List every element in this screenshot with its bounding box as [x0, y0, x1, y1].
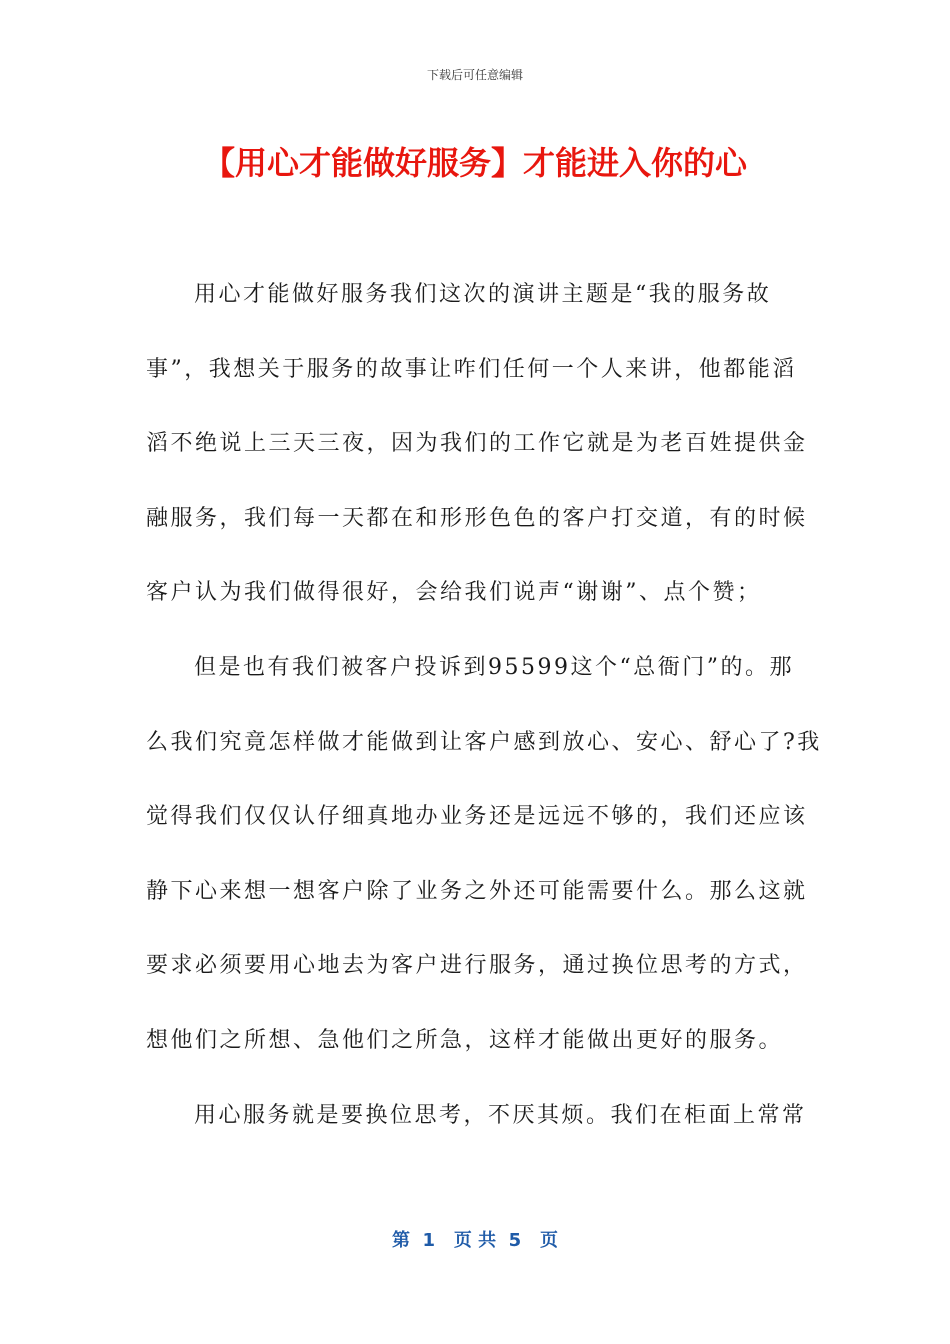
document-title: 【用心才能做好服务】才能进入你的心: [202, 144, 747, 182]
document-body: [146, 272, 822, 1167]
paragraph-line: 客户认为我们做得很好，会给我们说声“谢谢”、点个赞；: [146, 580, 762, 606]
paragraph-line: 想他们之所想、急他们之所急，这样才能做出更好的服务。: [146, 1027, 784, 1053]
page-number-footer: 第 1 页 共 5 页: [392, 1230, 558, 1251]
paragraph-line: 要求必须要用心地去为客户进行服务，通过换位思考的方式，: [146, 953, 808, 979]
paragraph-line: 静下心来想一想客户除了业务之外还可能需要什么。那么这就: [146, 878, 808, 904]
paragraph-line: 滔不绝说上三天三夜，因为我们的工作它就是为老百姓提供金: [146, 431, 808, 457]
paragraph-line: 么我们究竟怎样做才能做到让客户感到放心、安心、舒心了?我: [146, 729, 822, 755]
paragraph-line: 觉得我们仅仅认仔细真地办业务还是远远不够的，我们还应该: [146, 804, 808, 830]
header-note: 下载后可任意编辑: [426, 68, 523, 82]
paragraph-line: 用心服务就是要换位思考，不厌其烦。我们在柜面上常常: [194, 1102, 807, 1128]
paragraph-line: 但是也有我们被客户投诉到95599这个“总衙门”的。那: [194, 654, 794, 680]
paragraph-line: 事”，我想关于服务的故事让咋们任何一个人来讲，他都能滔: [146, 356, 797, 382]
paragraph-line: 融服务，我们每一天都在和形形色色的客户打交道，有的时候: [146, 505, 808, 531]
paragraph-line: 用心才能做好服务我们这次的演讲主题是“我的服务故: [194, 282, 772, 307]
